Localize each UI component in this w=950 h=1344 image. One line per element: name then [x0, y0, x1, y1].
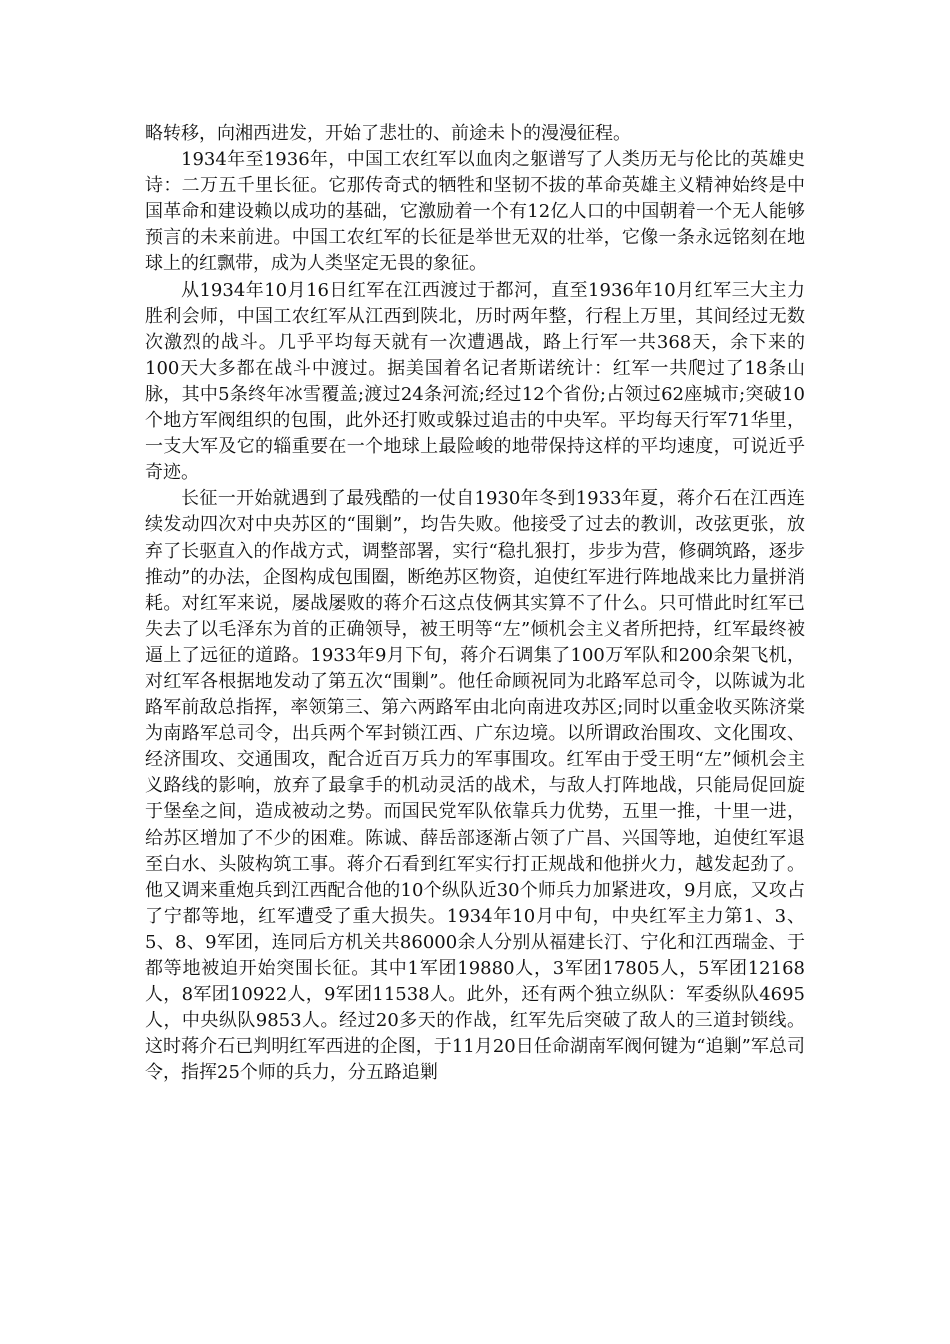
paragraph-continued: 略转移，向湘西进发，开始了悲壮的、前途未卜的漫漫征程。: [145, 123, 631, 144]
paragraph-long-march-epic: 1934年至1936年，中国工农红军以血肉之躯谱写了人类历无与伦比的英雄史诗：二万五千里长征。它那传奇式的牺牲和坚韧不拔的革命英雄主义精神始终是中国革命和建设赖以成功的基础，它激励着一个有12亿人口的中国朝着一个无人能够预言的未来前进。中国工农红军的长征是举世无双的壮举，它像一条永远铭刻在地球上的红飘带，成为人类坚定无畏的象征。: [145, 149, 805, 275]
paragraph-fifth-encirclement: 长征一开始就遇到了最残酷的一仗自1930年冬到1933年夏，蒋介石在江西连续发动四次对中央苏区的“围剿”，均告失败。他接受了过去的教训，改弦更张，放弃了长驱直入的作战方式，调整部署，实行“稳扎狠打，步步为营，修碉筑路，逐步推动”的办法，企图构成包围圈，断绝苏区物资，迫使红军进行阵地战来比力量拼消耗。对红军来说，屡战屡败的蒋介石这点伎俩其实算不了什么。只可惜此时红军已失去了以毛泽东为首的正确领导，被王明等“左”倾机会主义者所把持，红军最终被逼上了远征的道路。1933年9月下旬，蒋介石调集了100万军队和200余架飞机，对红军各根据地发动了第五次“围剿”。他任命顾祝同为北路军总司令，以陈诚为北路军前敌总指挥，率领第三、第六两路军由北向南进攻苏区;同时以重金收买陈济棠为南路军总司令，出兵两个军封锁江西、广东边境。以所谓政治围攻、文化围攻、经济围攻、交通围攻，配合近百万兵力的军事围攻。红军由于受王明“左”倾机会主义路线的影响，放弃了最拿手的机动灵活的战术，与敌人打阵地战，只能局促回旋于堡垒之间，造成被动之势。而国民党军队依靠兵力优势，五里一推，十里一进，给苏区增加了不少的困难。陈诚、薛岳部逐渐占领了广昌、兴国等地，迫使红军退至白水、头陂构筑工事。蒋介石看到红军实行打正规战和他拼火力，越发起劲了。他又调来重炮兵到江西配合他的10个纵队近30个师兵力加紧进攻，9月底，又攻占了宁都等地，红军遭受了重大损失。1934年10月中旬，中央红军主力第1、3、5、8、9军团，连同后方机关共86000余人分别从福建长汀、宁化和江西瑞金、于都等地被迫开始突围长征。其中1军团19880人，3军团17805人，5军团12168人，8军团10922人，9军团11538人。此外，还有两个独立纵队：军委纵队4695人，中央纵队9853人。经过20多天的作战，红军先后突破了敌人的三道封锁线。这时蒋介石已判明红军西进的企图，于11月20日任命湖南军阀何键为“追剿”军总司令，指挥25个师的兵力，分五路追剿: [145, 488, 805, 1084]
document-page: [145, 121, 805, 1086]
paragraph-march-statistics: 从1934年10月16日红军在江西渡过于都河，直至1936年10月红军三大主力胜利会师，中国工农红军从江西到陕北，历时两年整，行程上万里，其间经过无数次激烈的战斗。几乎平均每天就有一次遭遇战，路上行军一共368天，余下来的100天大多都在战斗中渡过。据美国着名记者斯诺统计：红军一共爬过了18条山脉，其中5条终年冰雪覆盖;渡过24条河流;经过12个省份;占领过62座城市;突破10个地方军阀组织的包围，此外还打败或躲过追击的中央军。平均每天行军71华里，一支大军及它的辎重要在一个地球上最险峻的地带保持这样的平均速度，可说近乎奇迹。: [145, 279, 805, 484]
